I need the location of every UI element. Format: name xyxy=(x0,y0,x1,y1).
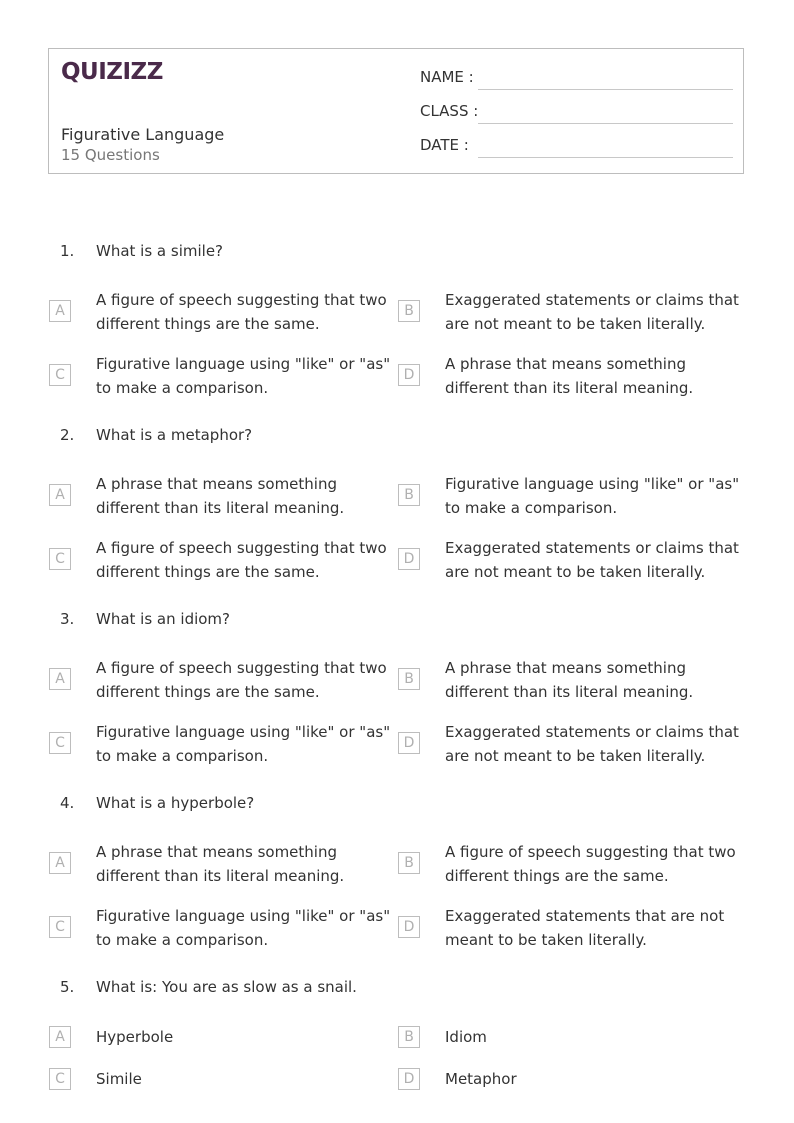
name-field[interactable] xyxy=(478,89,733,90)
option-text: Metaphor xyxy=(445,1070,517,1088)
option-box[interactable]: C xyxy=(49,1068,71,1090)
question-text: What is a simile? xyxy=(96,242,224,260)
option-box[interactable]: B xyxy=(398,484,420,506)
option-text: Figurative language using "like" or "as" to make a comparison. xyxy=(445,475,740,517)
option-box[interactable]: A xyxy=(49,300,71,322)
option-text: Figurative language using "like" or "as" to make a comparison. xyxy=(96,355,391,397)
option-box[interactable]: C xyxy=(49,732,71,754)
option-box[interactable]: D xyxy=(398,548,420,570)
option-text: Figurative language using "like" or "as" to make a comparison. xyxy=(96,723,391,765)
option-box[interactable]: A xyxy=(49,852,71,874)
worksheet-header xyxy=(48,48,744,174)
name-label: NAME : xyxy=(420,68,474,86)
option-text: A figure of speech suggesting that two different things are the same. xyxy=(96,291,387,333)
quizizz-logo: QUIZIZZ xyxy=(61,59,163,85)
option-box[interactable]: B xyxy=(398,1026,420,1048)
option-box[interactable]: C xyxy=(49,548,71,570)
class-field[interactable] xyxy=(478,123,733,124)
option-box[interactable]: A xyxy=(49,668,71,690)
option-text: Exaggerated statements or claims that are not meant to be taken literally. xyxy=(445,291,739,333)
option-box[interactable]: A xyxy=(49,1026,71,1048)
date-field[interactable] xyxy=(478,157,733,158)
question-number: 1. xyxy=(60,242,75,260)
question-number: 4. xyxy=(60,794,75,812)
question-text: What is a metaphor? xyxy=(96,426,253,444)
class-label: CLASS : xyxy=(420,102,479,120)
question-text: What is an idiom? xyxy=(96,610,231,628)
worksheet-title: Figurative Language xyxy=(61,125,225,144)
option-text: Exaggerated statements or claims that are not meant to be taken literally. xyxy=(445,539,739,581)
option-box[interactable]: D xyxy=(398,1068,420,1090)
option-box[interactable]: D xyxy=(398,916,420,938)
option-text: Figurative language using "like" or "as" to make a comparison. xyxy=(96,907,391,949)
option-text: A figure of speech suggesting that two different things are the same. xyxy=(96,659,387,701)
option-box[interactable]: C xyxy=(49,916,71,938)
date-label: DATE : xyxy=(420,136,469,154)
option-text: A phrase that means something different than its literal meaning. xyxy=(96,475,345,517)
option-box[interactable]: B xyxy=(398,852,420,874)
question-text: What is: You are as slow as a snail. xyxy=(96,978,357,996)
option-box[interactable]: C xyxy=(49,364,71,386)
question-text: What is a hyperbole? xyxy=(96,794,255,812)
option-text: Simile xyxy=(96,1070,142,1088)
option-text: A figure of speech suggesting that two different things are the same. xyxy=(96,539,387,581)
option-text: Idiom xyxy=(445,1028,487,1046)
question-number: 3. xyxy=(60,610,75,628)
option-text: A phrase that means something different than its literal meaning. xyxy=(96,843,345,885)
option-text: Hyperbole xyxy=(96,1028,174,1046)
option-box[interactable]: A xyxy=(49,484,71,506)
option-box[interactable]: B xyxy=(398,300,420,322)
option-text: Exaggerated statements or claims that are not meant to be taken literally. xyxy=(445,723,739,765)
option-box[interactable]: D xyxy=(398,364,420,386)
question-count: 15 Questions xyxy=(61,146,160,164)
option-text: A phrase that means something different than its literal meaning. xyxy=(445,355,694,397)
option-text: Exaggerated statements that are not meant to be taken literally. xyxy=(445,907,725,949)
option-text: A figure of speech suggesting that two different things are the same. xyxy=(445,843,736,885)
option-text: A phrase that means something different than its literal meaning. xyxy=(445,659,694,701)
option-box[interactable]: D xyxy=(398,732,420,754)
question-number: 5. xyxy=(60,978,75,996)
question-number: 2. xyxy=(60,426,75,444)
option-box[interactable]: B xyxy=(398,668,420,690)
